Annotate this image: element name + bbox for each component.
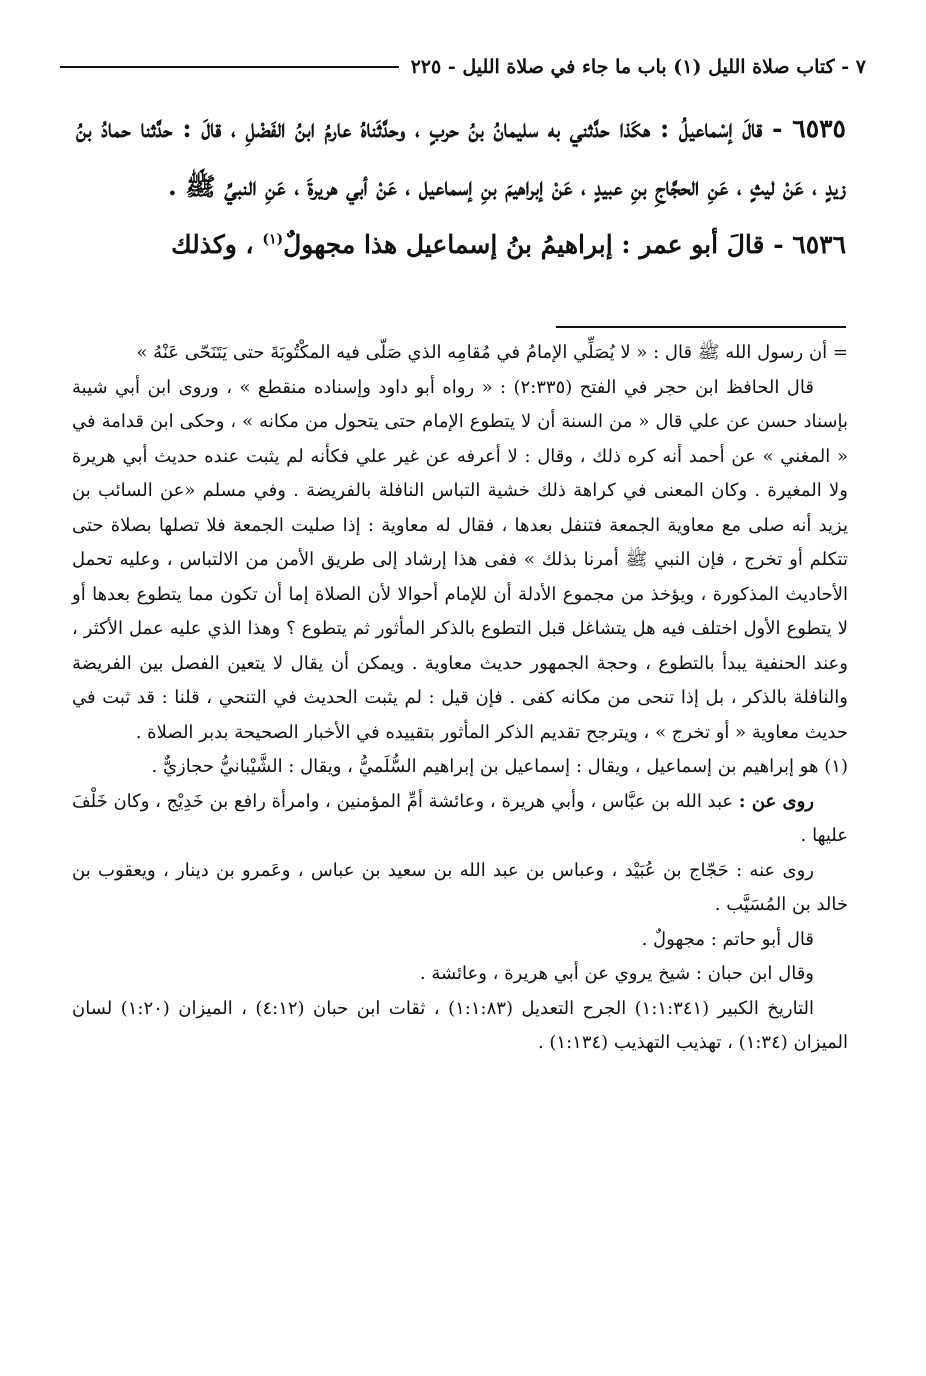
header-rule xyxy=(60,66,399,68)
hadith-tail-6536: ، وكذلك xyxy=(171,230,254,259)
hadith-text-6536: إبراهيمُ بنُ إسماعيل هذا مجهولٌ xyxy=(283,230,613,259)
rawa-an-text: عبد الله بن عبَّاس ، وأبي هريرة ، وعائشة أمِّ المؤمنين ، وامرأة رافع بن خَدِيْج ، وكان خَلْفَ عليها . xyxy=(72,790,848,846)
footnote-1-ibn-hibban: وقال ابن حبان : شيخ يروي عن أبي هريرة ، وعائشة . xyxy=(419,963,814,984)
hadith-lead-6536: قالَ أبو عمر : xyxy=(621,230,765,259)
footnote-1-sources: التاريخ الكبير (١:١:٣٤١) الجرح التعديل (١:١:٨٣) ، ثقات ابن حبان (٤:١٢) ، الميزان (١:٢٠) لسان الميزان (١:٣٤) ، تهذيب التهذيب (١:١٣٤) . xyxy=(72,997,848,1053)
main-text xyxy=(76,100,846,274)
footnote-commentary: قال الحافظ ابن حجر في الفتح (٢:٣٣٥) : « رواه أبو داود وإسناده منقطع » ، وروى ابن أبي شيبة بإسناد حسن عن علي قال « من السنة أن لا يتطوع الإمام حتى يتحول من مكانه » ، وحكى ابن قدامة في « المغني » عن أحمد أنه كره ذلك ، وقال : لا أعرفه عن غير علي فكأنه لم يثبت عنده حديث أبي هريرة ولا المغيرة . وكان المعنى في كراهة ذلك خشية التباس النافلة بالفريضة . وفي مسلم «عن السائب بن يزيد أنه صلى مع معاوية الجمعة فتنفل بعدها ، فقال له معاوية : إذا صليت الجمعة فلا تصلها بصلاة حتى تتكلم أو تخرج ، فإن النبي ﷺ أمرنا بذلك » ففى هذا إرشاد إلى طريق الأمن من الالتباس ، وعليه تحمل الأحاديث المذكورة ، ويؤخذ من مجموع الأدلة أن للإمام أحوالا لأن الصلاة إما أن تكون مما يتطوع بعدها أو لا يتطوع الأول اختلف فيه هل يتشاغل قبل التطوع بالذكر المأثور ثم يتطوع ؟ وهذا الذي عليه عمل الأكثر ، وعند الحنفية يبدأ بالتطوع ، وحجة الجمهور حديث معاوية . ويمكن أن يقال لا يتعين الفصل بين الفريضة والنافلة بالذكر ، بل إذا تنحى من مكانه كفى . فإن قيل : لم يثبت الحديث في التنحي ، قلنا : قد ثبت في حديث معاوية « أو تخرج » ، ويترجح تقديم الذكر المأثور بتقييده في الأخبار الصحيحة بدبر الصلاة . xyxy=(72,376,848,743)
footnote-1: (١) هو إبراهيم بن إسماعيل ، ويقال : إسماعيل بن إبراهيم السُّلَميُّ ، ويقال : الشَّيْبانيُّ حجازيٌّ . xyxy=(151,756,848,777)
footnote-1-rawa-anhu: روى عنه : حَجّاج بن عُبَيْد ، وعباس بن عبد الله بن سعيد بن عباس ، وعَمرو بن دينار ، ويعقوب بن خالد بن المُسَيَّب . xyxy=(72,859,848,915)
hadith-number-6535: ٦٥٣٥ - xyxy=(772,114,846,143)
footnote-1-abu-hatim: قال أبو حاتم : مجهولٌ . xyxy=(641,928,814,950)
hadith-6535 xyxy=(76,100,846,216)
footnote-1-rawa-an xyxy=(72,785,848,854)
running-header xyxy=(60,50,866,84)
rawa-an-label: روى عن : xyxy=(738,790,815,812)
footnote-continuation: = أن رسول الله ﷺ قال : « لا يُصَلِّي الإمامُ في مُقامِه الذي صَلّى فيه المكْتُوبَةَ حتى يَتَنَحّى عَنْهُ » xyxy=(136,342,848,363)
footnote-separator xyxy=(556,326,846,328)
footnotes xyxy=(72,336,848,1061)
running-title: ٧ - كتاب صلاة الليل (١) باب ما جاء في صلاة الليل - ٢٢٥ xyxy=(410,56,866,78)
footnote-marker: (١) xyxy=(262,231,284,248)
hadith-number-6536: ٦٥٣٦ - xyxy=(773,230,846,259)
hadith-text-6535: قالَ إسْماعيلُ : هكَذا حدَّثني به سليمانُ بنُ حربٍ ، وحدَّثَناهُ عارمُ ابنُ الفَضْلِ ، قالَ : حدَّثنا حمادُ بنُ زيدٍ ، عَنْ ليثٍ ، عَنِ الحجَّاجِ بنِ عبيدٍ ، عَنْ إبراهيمَ بنِ إسماعيل ، عَنْ أبي هريرةَ ، عَنِ النبيِّ ﷺ . xyxy=(76,114,846,201)
hadith-6536 xyxy=(76,216,846,274)
